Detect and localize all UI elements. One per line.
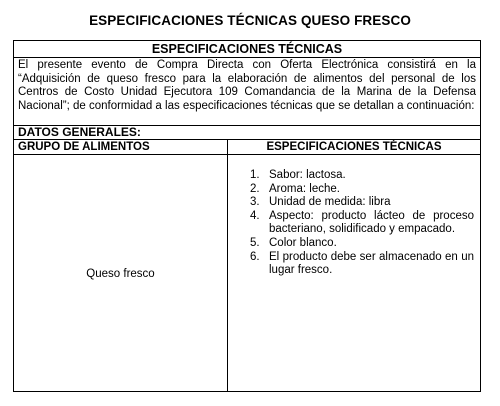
specs-header: ESPECIFICACIONES TÉCNICAS (228, 140, 480, 155)
food-group-cell (14, 155, 227, 392)
list-item (250, 196, 474, 210)
list-item (250, 237, 474, 251)
specs-column (228, 140, 480, 392)
list-item-text: Unidad de medida: libra (269, 196, 391, 209)
list-item-text: Color blanco. (269, 236, 337, 249)
list-item (250, 169, 474, 183)
list-item-number: 1. (250, 169, 260, 181)
food-group-value: Queso fresco (86, 267, 155, 280)
list-item-text: Aspecto: producto lácteo de proceso bacteriano, solidificado y empacado. (269, 209, 474, 236)
list-item-number: 3. (250, 196, 260, 209)
food-group-column (14, 140, 228, 392)
list-item (250, 183, 474, 197)
list-item-text: Sabor: lactosa. (269, 169, 346, 181)
intro-paragraph: El presente evento de Compra Directa con Oferta Electrónica consistirá en la “Adquisición de queso fresco para la elaboración de alimentos del personal de los Centros de Costo Unidad Ejecutora 109 Comandancia de la Marina de la Defensa Nacional”; de conformidad a las especificaciones técnicas que se detallan a continuación: (14, 58, 480, 126)
food-group-header: GRUPO DE ALIMENTOS (14, 140, 227, 155)
table-header: ESPECIFICACIONES TÉCNICAS (14, 41, 480, 58)
list-item-text: El producto debe ser almacenado en un lugar fresco. (269, 250, 474, 277)
list-item (250, 210, 474, 237)
specifications-table (13, 40, 481, 392)
list-item-number: 5. (250, 236, 260, 249)
document-title: ESPECIFICACIONES TÉCNICAS QUESO FRESCO (89, 13, 411, 28)
specs-cell (228, 155, 480, 392)
list-item-number: 6. (250, 250, 260, 263)
general-data-label: DATOS GENERALES: (14, 126, 480, 140)
spec-columns (14, 140, 480, 392)
list-item-number: 2. (250, 182, 260, 195)
list-item-text: Aroma: leche. (269, 182, 340, 195)
spec-list (250, 169, 474, 278)
list-item-number: 4. (250, 209, 260, 222)
list-item (250, 251, 474, 278)
